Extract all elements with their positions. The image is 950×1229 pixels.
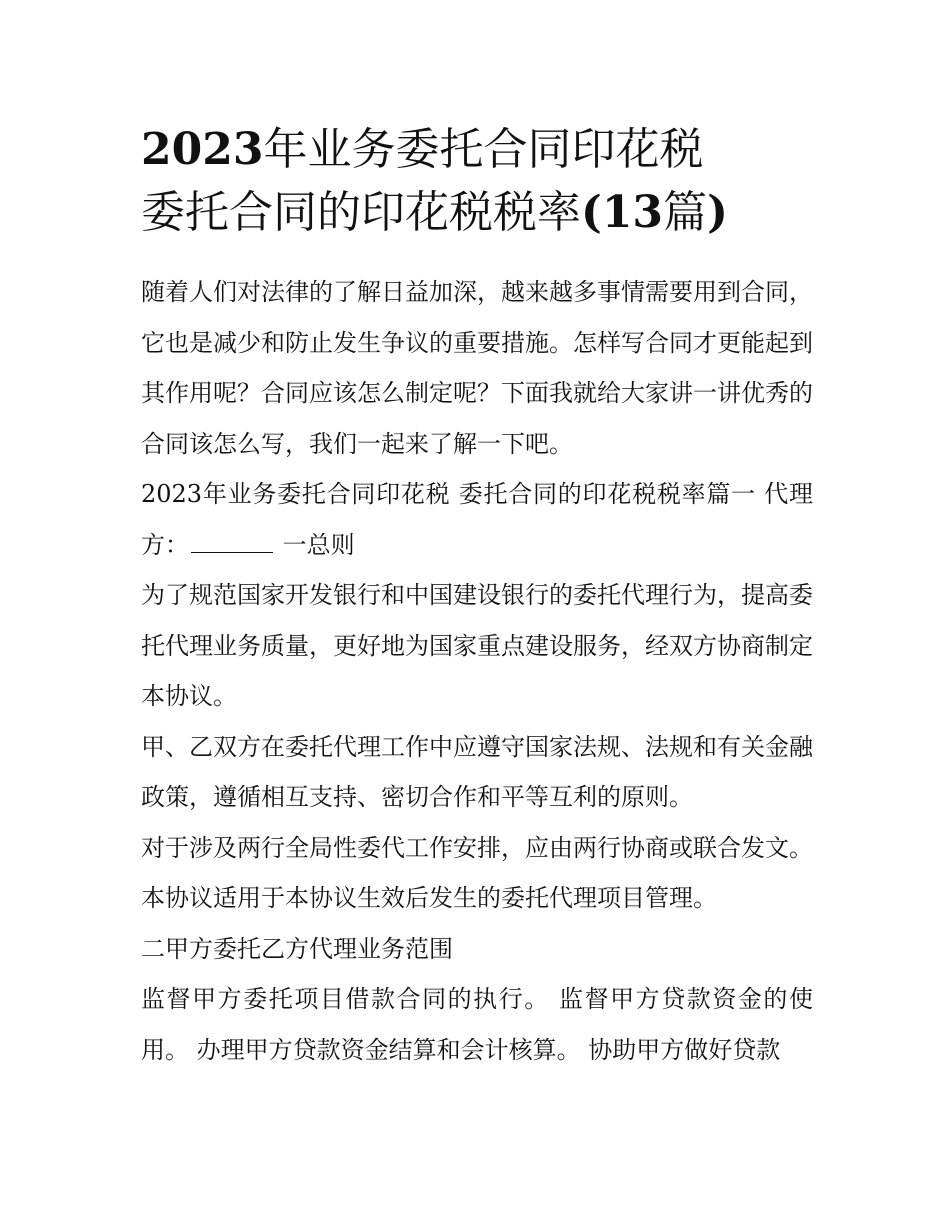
blank-underline (191, 532, 273, 553)
general-provisions-heading: 一总则 (282, 530, 355, 559)
document-content (141, 118, 813, 1075)
document-body (141, 267, 813, 1075)
title-count-unit: 篇 (663, 187, 708, 238)
paragraph-intro: 随着人们对法律的了解日益加深，越来越多事情需要用到合同，它也是减少和防止发生争议的重要措施。怎样写合同才更能起到其作用呢？合同应该怎么制定呢？下面我就给大家讲一讲优秀的合同该怎么写，我们一起来了解一下吧。 (141, 278, 813, 458)
paragraph-business-scope: 监督甲方委托项目借款合同的执行。 监督甲方贷款资金的使用。 办理甲方贷款资金结算和会计核算。 协助甲方做好贷款 (141, 985, 813, 1064)
paragraph-section-heading (141, 469, 813, 570)
paragraph-heading-two: 二甲方委托乙方代理业务范围 (141, 934, 453, 963)
title-count: (13 (581, 187, 664, 238)
title-year: 2023 (141, 124, 264, 175)
agent-line-text: 2023年业务委托合同印花税 委托合同的印花税税率篇一 代理方： (141, 480, 813, 559)
document-title-line-1 (141, 118, 813, 181)
document-title-line-2 (141, 181, 813, 244)
title-line-1-text: 年业务委托合同印花税 (263, 124, 704, 175)
paragraph-purpose: 为了规范国家开发银行和中国建设银行的委托代理行为，提高委托代理业务质量，更好地为国家重点建设服务，经双方协商制定本协议。 (141, 581, 813, 710)
title-close-paren: ) (707, 187, 728, 238)
paragraph-scope: 对于涉及两行全局性委代工作安排，应由两行协商或联合发文。 本协议适用于本协议生效后发生的委托代理项目管理。 (141, 833, 813, 912)
title-line-2-text: 委托合同的印花税税率 (141, 187, 581, 238)
paragraph-principles: 甲、乙双方在委托代理工作中应遵守国家法规、法规和有关金融政策，遵循相互支持、密切合作和平等互利的原则。 (141, 732, 813, 811)
